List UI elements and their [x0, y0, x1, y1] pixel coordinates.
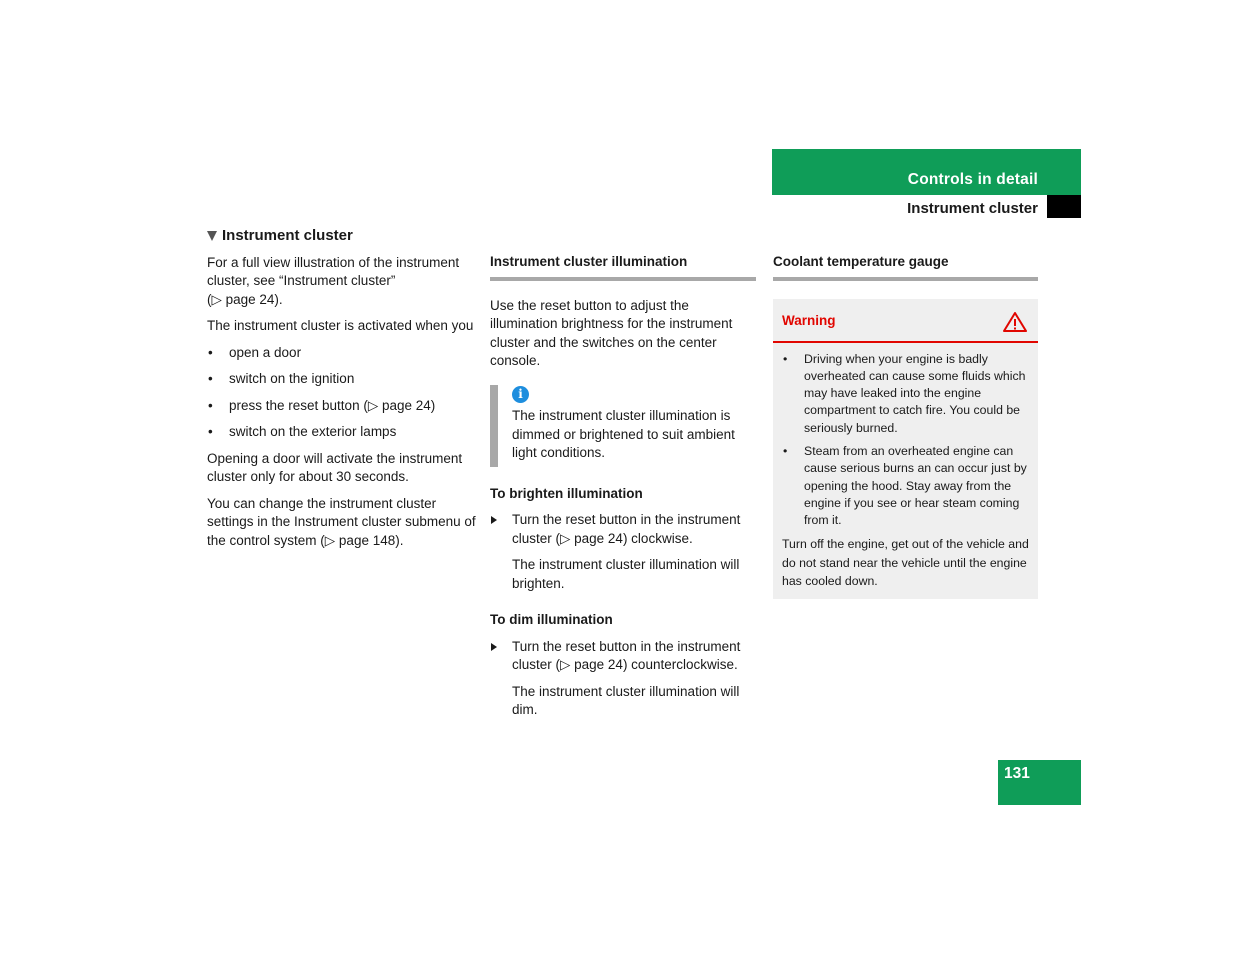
- section-heading: [207, 227, 477, 246]
- info-note: [490, 385, 756, 463]
- list-item: • Driving when your engine is badly overheated can cause some fluids which may have leaked into the engine compartment to catch fire. You could be seriously burned.: [783, 351, 1026, 435]
- warning-instruction: Turn off the engine, get out of the vehicle and do not stand near the vehicle until the engine has cooled down.: [782, 537, 1029, 589]
- list-item: • switch on the ignition: [207, 370, 477, 389]
- settings-paragraph: You can change the instrument cluster settings in the Instrument cluster submenu of the control system (▷ page 148).: [207, 495, 476, 548]
- warning-header: [773, 299, 1038, 343]
- list-item: • press the reset button (▷ page 24): [207, 397, 477, 416]
- dim-heading: To dim illumination: [490, 612, 613, 627]
- dim-result: The instrument cluster illumination will dim.: [512, 683, 740, 717]
- info-bar: [490, 385, 498, 467]
- info-icon: i: [512, 386, 529, 403]
- intro-text: For a full view illustration of the instrument cluster, see “Instrument cluster”: [207, 254, 460, 288]
- column-middle: [490, 227, 756, 728]
- triangle-down-icon: [207, 231, 217, 241]
- brighten-heading: To brighten illumination: [490, 485, 643, 501]
- brighten-step: Turn the reset button in the instrument cluster (▷ page 24) clockwise.: [490, 511, 756, 548]
- chapter-title: Controls in detail: [907, 170, 1038, 188]
- list-item: • Steam from an overheated engine can cause serious burns an can occur just by opening the hood. Stay away from the engine if you see or hear steam coming from it.: [783, 443, 1027, 528]
- section-title: Instrument cluster: [907, 200, 1038, 217]
- bullet-icon: •: [783, 443, 788, 458]
- bullet-icon: •: [208, 424, 213, 439]
- list-item: • open a door: [207, 344, 477, 363]
- activation-list: [207, 344, 477, 442]
- coolant-heading: Coolant temperature gauge: [773, 253, 1038, 281]
- bullet-icon: •: [783, 351, 788, 366]
- activation-paragraph: The instrument cluster is activated when you: [207, 318, 474, 333]
- info-text: The instrument cluster illumination is dimmed or brightened to suit ambient light conditions.: [512, 408, 735, 460]
- brighten-result: The instrument cluster illumination will brighten.: [512, 557, 740, 591]
- chapter-header: [772, 149, 1081, 195]
- bullet-icon: •: [208, 397, 213, 413]
- intro-paragraph: [207, 254, 477, 310]
- section-marker-block: [1047, 195, 1081, 218]
- bullet-icon: •: [208, 344, 213, 360]
- illumination-heading: Instrument cluster illumination: [490, 253, 756, 281]
- warning-label: Warning: [782, 313, 836, 329]
- column-right: [773, 227, 1038, 599]
- illumination-intro: Use the reset button to adjust the illumination brightness for the instrument cluster and the switches on the center console.: [490, 297, 733, 368]
- page-reference-link[interactable]: (▷ page 24).: [207, 291, 283, 307]
- page-number-box: [998, 760, 1081, 805]
- warning-triangle-icon: [1002, 311, 1028, 333]
- dim-step: Turn the reset button in the instrument cluster (▷ page 24) counterclockwise.: [490, 638, 756, 675]
- arrow-right-icon: [491, 643, 497, 651]
- warning-box: [773, 299, 1038, 599]
- section-heading-text: Instrument cluster: [222, 227, 353, 244]
- arrow-right-icon: [491, 516, 497, 524]
- door-paragraph: Opening a door will activate the instrument cluster only for about 30 seconds.: [207, 450, 463, 484]
- bullet-icon: •: [208, 371, 213, 386]
- page-number: 131: [1004, 765, 1030, 782]
- warning-list: [773, 351, 1038, 530]
- list-item: • switch on the exterior lamps: [207, 423, 477, 442]
- column-left: [207, 227, 477, 558]
